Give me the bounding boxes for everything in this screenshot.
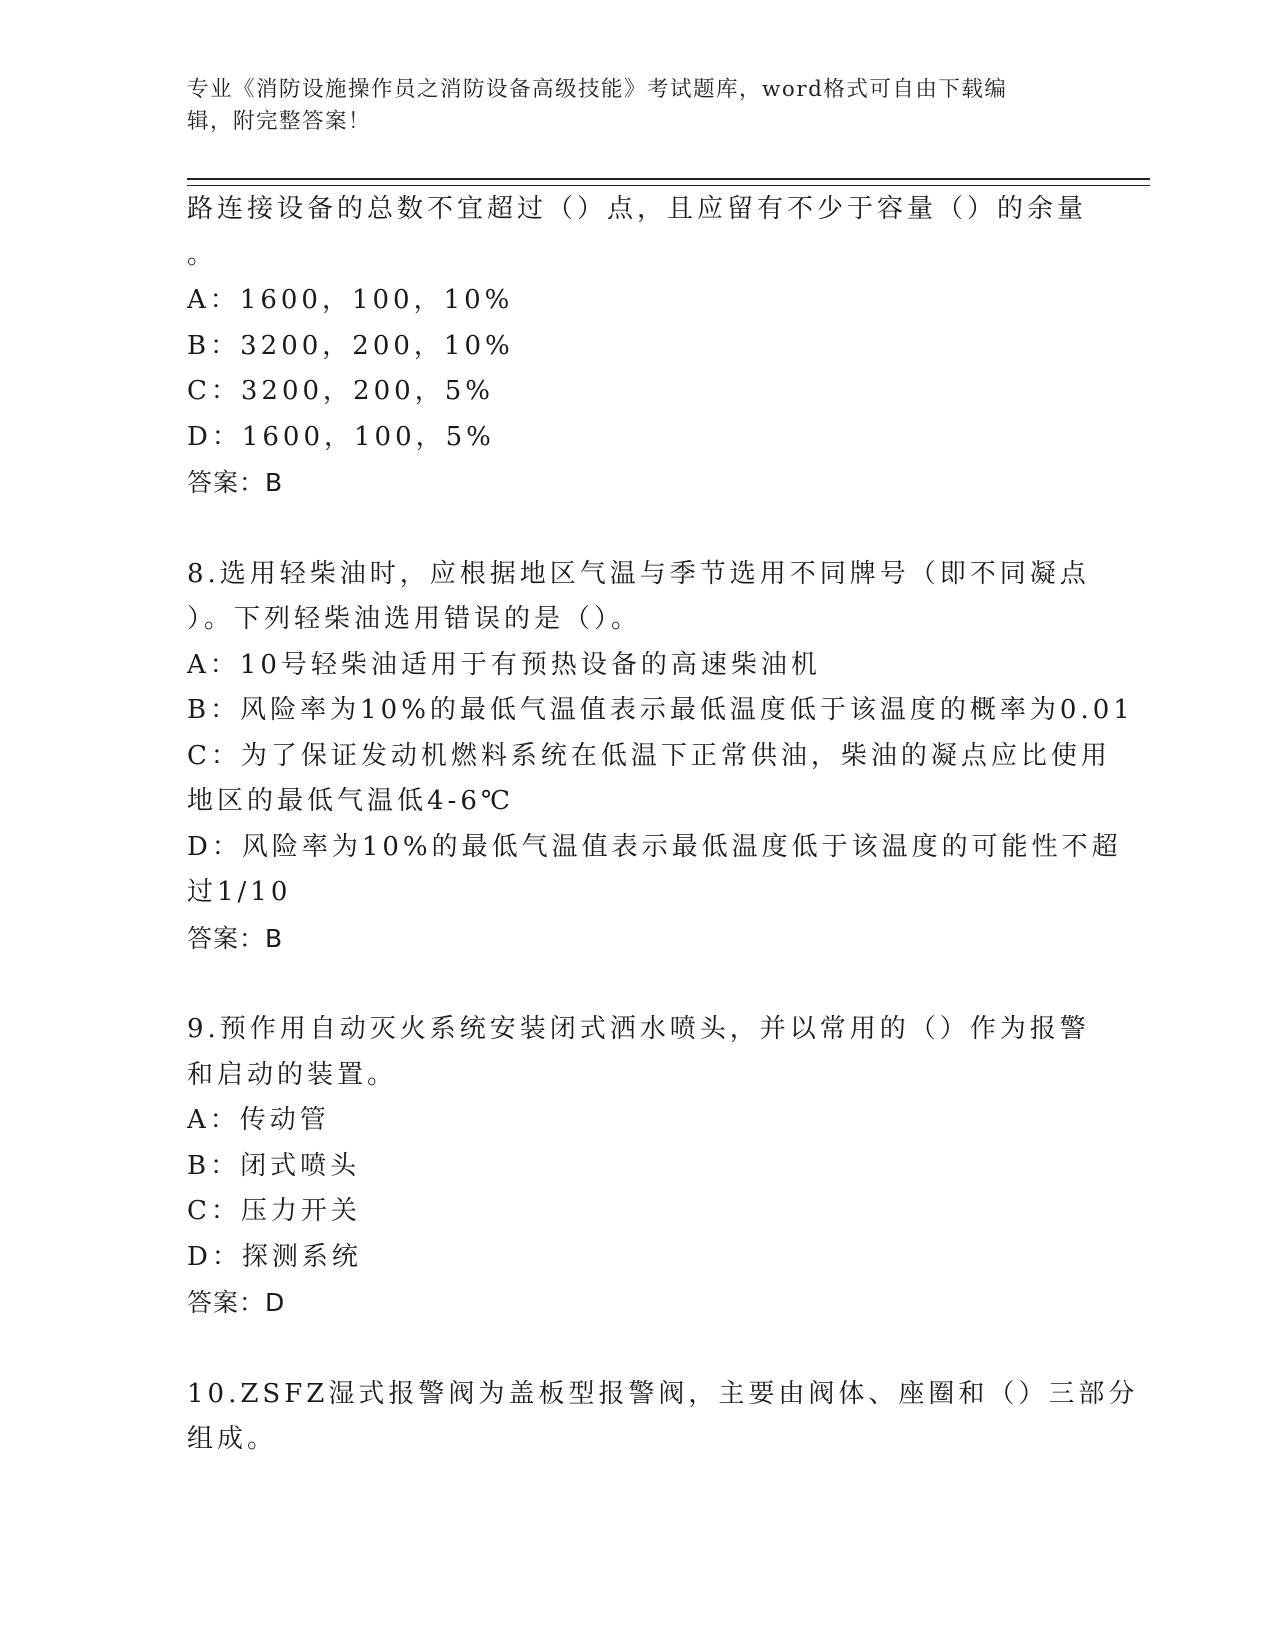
page-header	[187, 74, 1067, 138]
question-8-text-line-2: ）。下列轻柴油选用错误的是（）。	[187, 604, 642, 634]
question-8-text-line-1: 8.选用轻柴油时，应根据地区气温与季节选用不同牌号（即不同凝点	[187, 558, 1090, 589]
question-8-answer: 答案：B	[187, 923, 284, 953]
question-8-option-a: A：10号轻柴油适用于有预热设备的高速柴油机	[187, 649, 821, 680]
header-divider	[187, 178, 1150, 186]
header-line-1: 专业《消防设施操作员之消防设备高级技能》考试题库，word格式可自由下载编	[187, 77, 1008, 102]
question-8-option-b: B：风险率为10%的最低气温值表示最低温度低于该温度的概率为0.01	[187, 695, 1134, 725]
question-8-option-d-line-1: D：风险率为10%的最低气温值表示最低温度低于该温度的可能性不超	[187, 831, 1122, 862]
question-9-option-a: A：传动管	[187, 1105, 330, 1135]
question-7-answer: 答案：B	[187, 468, 284, 497]
question-10	[187, 1372, 1139, 1463]
spacer	[187, 1326, 1087, 1372]
header-line-2: 辑，附完整答案！	[187, 109, 372, 134]
question-7-option-c: C：3200，200，5%	[187, 376, 494, 406]
question-7-option-a: A：1600，100，10%	[187, 285, 514, 315]
question-10-text-line-1: 10.ZSFZ湿式报警阀为盖板型报警阀，主要由阀体、座圈和（）三部分	[187, 1378, 1139, 1409]
question-10-text-line-2: 组成。	[187, 1424, 278, 1454]
question-9	[187, 1007, 1090, 1326]
question-9-text-line-2: 和启动的装置。	[187, 1059, 398, 1090]
question-8	[187, 552, 1134, 962]
question-8-option-c-line-1: C：为了保证发动机燃料系统在低温下正常供油，柴油的凝点应比使用	[187, 740, 1111, 771]
question-7-option-d: D：1600，100，5%	[187, 421, 495, 452]
document-body	[187, 187, 1139, 1463]
question-7-text-line-2: 。	[187, 239, 218, 270]
question-8-option-d-line-2: 过1/10	[187, 877, 292, 907]
question-9-option-d: D：探测系统	[187, 1241, 362, 1272]
question-9-option-b: B：闭式喷头	[187, 1150, 361, 1181]
question-9-option-c: C：压力开关	[187, 1196, 361, 1226]
question-8-option-c-line-2: 地区的最低气温低4-6℃	[187, 786, 514, 816]
question-7-text-line-1: 路连接设备的总数不宜超过（）点，且应留有不少于容量（）的余量	[187, 194, 1088, 224]
spacer	[187, 961, 1087, 1007]
question-7-option-b: B：3200，200，10%	[187, 330, 514, 361]
spacer	[187, 506, 1087, 552]
question-9-text-line-1: 9.预作用自动灭火系统安装闭式洒水喷头，并以常用的（）作为报警	[187, 1014, 1090, 1044]
question-9-answer: 答案：D	[187, 1288, 286, 1317]
question-7	[187, 187, 1087, 506]
